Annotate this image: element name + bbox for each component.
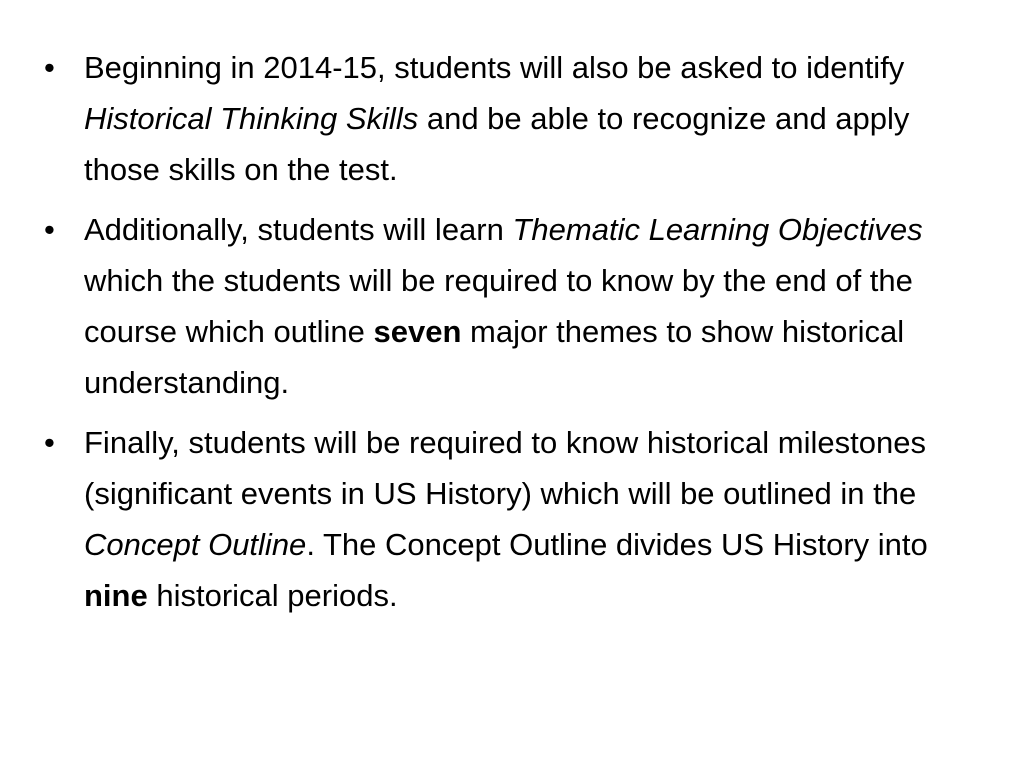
- bullet-item-historical-thinking-skills: [44, 42, 974, 195]
- bullet-item-concept-outline: [44, 417, 974, 621]
- bullet-text: Additionally, students will learn: [84, 212, 513, 247]
- bullet-strong-seven: seven: [373, 314, 462, 349]
- bullet-text: Beginning in 2014-15, students will also be asked to identify: [84, 50, 905, 85]
- bullet-icon: •: [44, 212, 55, 247]
- bullet-text: and be able to recognize and apply those skills on the test.: [84, 101, 910, 187]
- bullet-text: major themes to show historical understanding.: [84, 314, 905, 400]
- bullet-item-thematic-learning-objectives: [44, 204, 974, 408]
- bullet-text: historical periods.: [147, 578, 398, 613]
- bullet-text: which the students will be required to know by the end of the course which outline: [84, 263, 913, 349]
- bullet-icon: •: [44, 425, 55, 460]
- bullet-emphasis-thematic-learning-objectives: Thematic Learning Objectives: [512, 212, 923, 247]
- bullet-list: [44, 42, 974, 630]
- bullet-emphasis-concept-outline: Concept Outline: [84, 527, 307, 562]
- bullet-emphasis-historical-thinking-skills: Historical Thinking Skills: [84, 101, 419, 136]
- bullet-text: . The Concept Outline divides US History into: [306, 527, 928, 562]
- bullet-text: Finally, students will be required to know historical milestones (significant events in US History) which will be outlined in the: [84, 425, 926, 511]
- bullet-icon: •: [44, 50, 55, 85]
- bullet-strong-nine: nine: [84, 578, 148, 613]
